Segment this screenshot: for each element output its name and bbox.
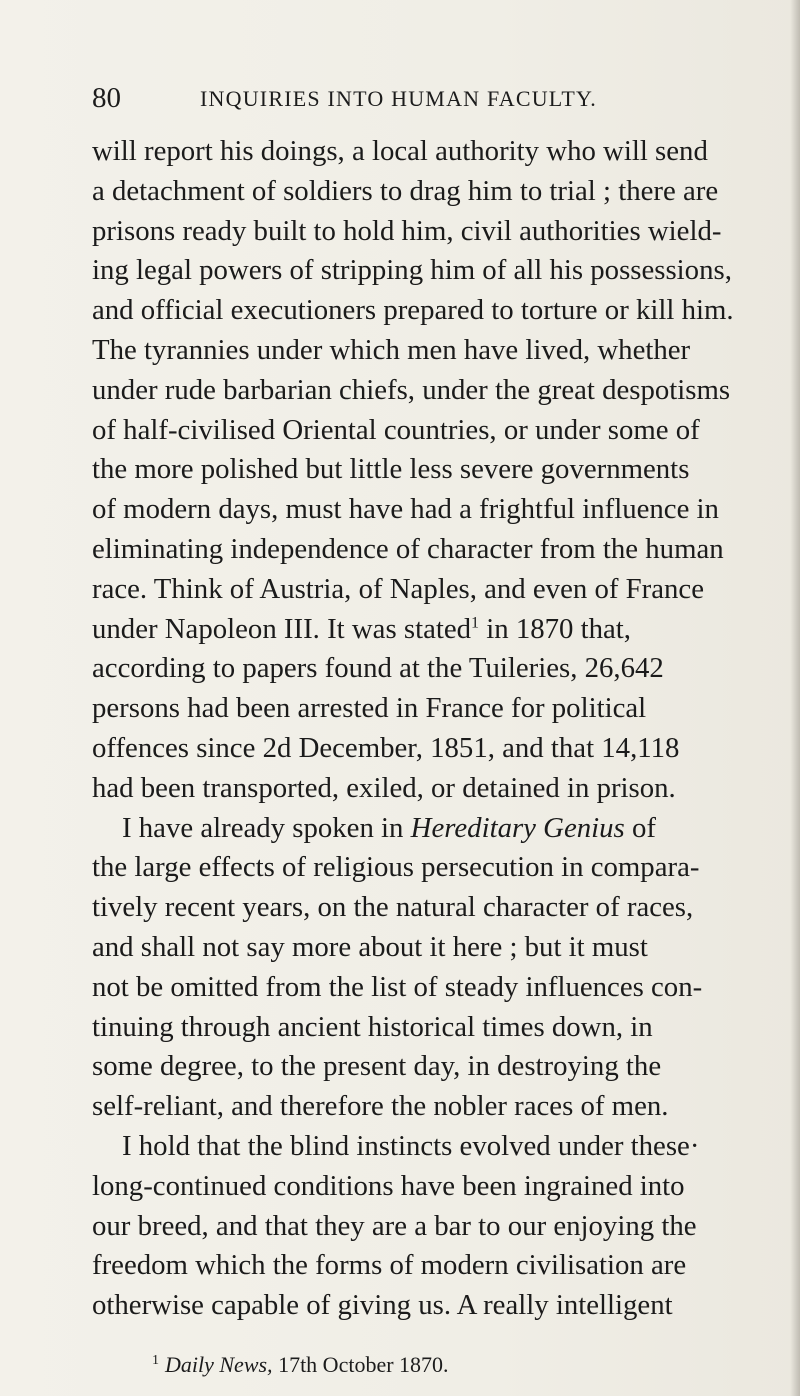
text-line: according to papers found at the Tuileries, 26,642: [92, 652, 664, 685]
text-line: of modern days, must have had a frightful influence in: [92, 493, 719, 526]
text-line-with-footnote-ref: [92, 610, 747, 650]
footnote: [152, 1352, 449, 1378]
text-line: otherwise capable of giving us. A really intelligent: [92, 1289, 673, 1322]
paragraph-start-line: [92, 809, 747, 849]
text-line: had been transported, exiled, or detained in prison.: [92, 771, 676, 804]
text-line: the large effects of religious persecution in compara-: [92, 851, 700, 884]
text-line: our breed, and that they are a bar to our enjoying the: [92, 1209, 697, 1242]
text-line: self-reliant, and therefore the nobler races of men.: [92, 1090, 669, 1123]
footnote-mark: 1: [152, 1352, 159, 1368]
text-line: offences since 2d December, 1851, and that 14,118: [92, 731, 680, 764]
text-line: tively recent years, on the natural character of races,: [92, 891, 694, 924]
paragraph-start-line: I hold that the blind instincts evolved under these·: [122, 1129, 700, 1162]
text-line: and shall not say more about it here ; but it must: [92, 930, 648, 963]
book-title-italic: Hereditary Genius: [410, 811, 625, 844]
body-text: [92, 132, 747, 1326]
text-line: ing legal powers of stripping him of all his possessions,: [92, 254, 732, 287]
text-line: some degree, to the present day, in destroying the: [92, 1050, 662, 1083]
text-line: race. Think of Austria, of Naples, and even of France: [92, 572, 704, 605]
text-line: the more polished but little less severe governments: [92, 453, 690, 486]
text-segment: under Napoleon III. It was stated: [92, 612, 472, 645]
text-segment: of: [624, 811, 656, 844]
footnote-source: Daily News,: [165, 1352, 273, 1377]
footnote-date: 17th October 1870.: [278, 1352, 449, 1377]
text-segment: I have already spoken in: [122, 811, 404, 844]
text-line: persons had been arrested in France for political: [92, 692, 647, 725]
footnote-reference: 1: [471, 613, 480, 631]
text-line: under rude barbarian chiefs, under the great despotisms: [92, 373, 731, 406]
text-line: eliminating independence of character from the human: [92, 532, 724, 565]
running-title: INQUIRIES INTO HUMAN FACULTY.: [200, 86, 598, 111]
page-edge-shadow: [790, 0, 800, 1396]
text-line: and official executioners prepared to torture or kill him.: [92, 294, 734, 327]
text-line: tinuing through ancient historical times down, in: [92, 1010, 653, 1043]
text-line: of half-civilised Oriental countries, or under some of: [92, 413, 700, 446]
text-line: not be omitted from the list of steady influences con-: [92, 970, 703, 1003]
text-line: a detachment of soldiers to drag him to trial ; there are: [92, 174, 719, 207]
text-segment: in 1870 that,: [479, 612, 632, 645]
text-line: will report his doings, a local authority who will send: [92, 135, 708, 167]
page-header: [92, 82, 732, 122]
text-line: prisons ready built to hold him, civil authorities wield-: [92, 214, 722, 247]
text-line: The tyrannies under which men have lived, whether: [92, 333, 691, 366]
text-line: long-continued conditions have been ingrained into: [92, 1169, 685, 1202]
page-number: 80: [92, 82, 121, 114]
text-line: freedom which the forms of modern civilisation are: [92, 1249, 687, 1282]
